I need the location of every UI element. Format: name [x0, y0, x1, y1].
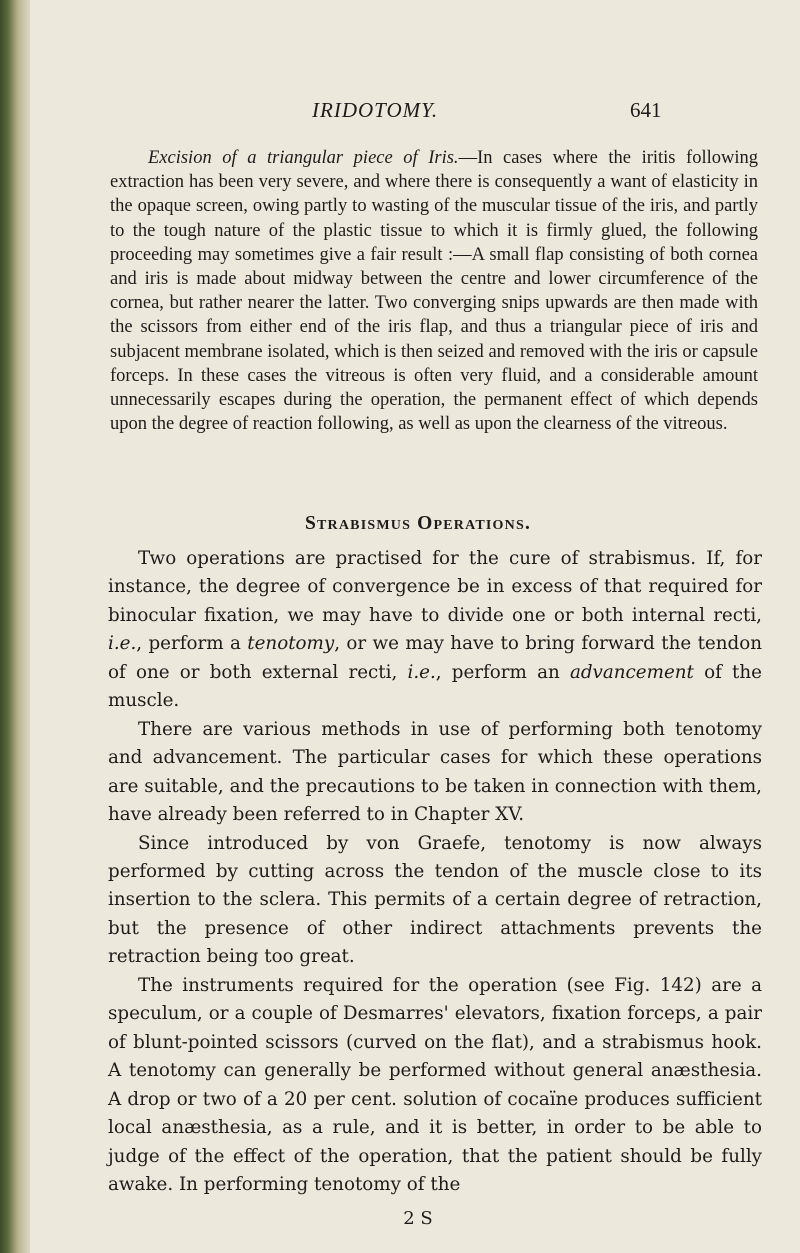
- paragraph-4: The instruments required for the operation (see Fig. 142) are a speculum, or a couple of Desmarres' elevators, fixation forceps, a pair of blunt-pointed scissors (curved on the flat), and a strabismus hook. A tenotomy can generally be performed without general anæsthesia. A drop or two of a 20 per cent. solution of cocaïne produces sufficient local anæsthesia, as a rule, and it is better, in order to be able to judge of the effect of the operation, that the patient should be fully awake. In performing tenotomy of the: [108, 974, 762, 1195]
- running-head: [36, 98, 800, 128]
- page-number: 641: [630, 98, 662, 122]
- text-run: , perform an: [435, 661, 570, 683]
- italic-run: advancement: [569, 661, 694, 683]
- running-title: IRIDOTOMY.: [312, 98, 439, 122]
- text-run: Two operations are practised for the cure of strabismus. If, for instance, the degree of convergence be in excess of that required for binocular fixation, we may have to divide one or both internal recti,: [108, 548, 762, 626]
- paragraph-1: [108, 545, 762, 716]
- italic-run: i.e.: [407, 661, 436, 683]
- excision-paragraph: [110, 146, 758, 436]
- book-binding-edge: [0, 0, 30, 1253]
- signature-mark: 2 S: [403, 1208, 433, 1229]
- text-run: , or we may have to bring forward the tendon of one or both external recti,: [108, 633, 762, 683]
- book-page: [36, 0, 800, 1253]
- italic-run: i.e.: [108, 633, 137, 655]
- text-run: , perform a: [136, 633, 248, 655]
- strabismus-body: [108, 545, 762, 1199]
- paragraph-2: There are various methods in use of performing both tenotomy and advancement. The particular cases for which these operations are suitable, and the precautions to be taken in connection with them, have already been referred to in Chapter XV.: [108, 718, 762, 826]
- italic-run: tenotomy: [247, 633, 335, 655]
- paragraph-3: Since introduced by von Graefe, tenotomy is now always performed by cutting across the tendon of the muscle close to its insertion to the sclera. This permits of a certain degree of retraction, but the presence of other indirect attachments prevents the retraction being too great.: [108, 832, 762, 968]
- text-run: of the muscle.: [108, 661, 762, 712]
- section-heading: Strabismus Operations.: [304, 513, 532, 534]
- excision-lead: Excision of a triangular piece of Iris.: [148, 148, 459, 168]
- excision-text: —In cases where the iritis following extraction has been very severe, and where there is consequently a want of elasticity in the opaque screen, owing partly to wasting of the muscular tissue of the iris, and partly to the tough nature of the plastic tissue to which it is firmly glued, the following proceeding may sometimes give a fair result :—A small flap consisting of both cornea and iris is made about midway between the centre and lower circumference of the cornea, but rather nearer the latter. Two converging snips upwards are then made with the scissors from either end of the iris flap, and thus a triangular piece of iris and subjacent membrane isolated, which is then seized and removed with the iris or capsule forceps. In these cases the vitreous is often very fluid, and a considerable amount unnecessarily escapes during the operation, the permanent effect of which depends upon the degree of reaction following, as well as upon the clearness of the vitreous.: [110, 148, 758, 435]
